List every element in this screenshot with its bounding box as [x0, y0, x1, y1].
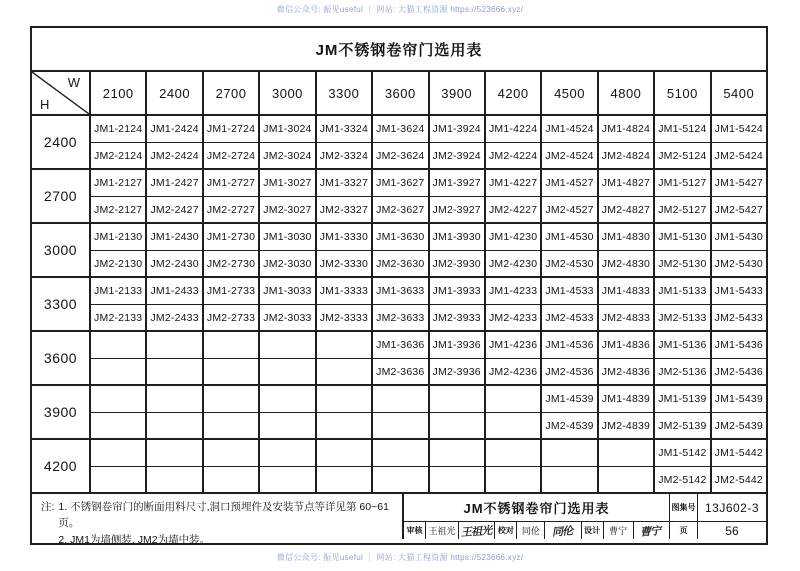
width-axis-label: W — [67, 75, 80, 90]
review-signature-text: 王祖光 — [460, 524, 493, 539]
width-header-cell: 3900 — [428, 72, 484, 114]
model-cell-jm2: JM2-5127 — [653, 196, 709, 222]
width-header-cell: 4500 — [540, 72, 596, 114]
height-header-cell: 3000 — [43, 242, 78, 258]
model-cell-jm2: JM2-2427 — [145, 196, 201, 222]
model-cell-jm1: JM1-3927 — [428, 170, 484, 196]
model-cell-jm1: JM1-5439 — [710, 386, 766, 412]
model-cell-jm1: JM1-3933 — [428, 278, 484, 304]
model-cell-jm2: JM2-2724 — [202, 142, 258, 168]
model-cell-jm2: JM2-5433 — [710, 304, 766, 330]
height-axis-label: H — [40, 97, 50, 112]
model-cell-jm1: JM1-2424 — [145, 116, 201, 142]
model-cell-jm1: JM1-3630 — [371, 224, 427, 250]
model-cell-jm1: JM1-5130 — [653, 224, 709, 250]
model-cell-jm2 — [145, 466, 201, 492]
model-cell-jm1: JM1-5133 — [653, 278, 709, 304]
title-block-title: JM不锈钢卷帘门选用表 — [404, 494, 670, 521]
model-cell-jm1: JM1-5427 — [710, 170, 766, 196]
model-cell-jm1: JM1-5142 — [653, 440, 709, 466]
model-cell-jm1 — [484, 386, 540, 412]
model-cell-jm2: JM2-5436 — [710, 358, 766, 384]
model-cell-jm1: JM1-5136 — [653, 332, 709, 358]
proof-signature — [545, 522, 581, 539]
model-cell-jm2: JM2-4830 — [597, 250, 653, 276]
model-cell-jm2: JM2-5130 — [653, 250, 709, 276]
model-cell-jm2: JM2-4533 — [540, 304, 596, 330]
design-name: 曹宁 — [604, 522, 634, 539]
review-label: 审核 — [404, 522, 426, 539]
model-cell-jm2 — [484, 412, 540, 438]
model-cell-jm1: JM1-3627 — [371, 170, 427, 196]
model-cell-jm1: JM1-4824 — [597, 116, 653, 142]
model-cell-jm2: JM2-4224 — [484, 142, 540, 168]
model-cell-jm2 — [202, 466, 258, 492]
model-cell-jm2: JM2-3936 — [428, 358, 484, 384]
table-row-group — [32, 386, 766, 440]
width-header-cell: 3300 — [315, 72, 371, 114]
model-cell-jm2: JM2-4836 — [597, 358, 653, 384]
model-cell-jm1: JM1-4827 — [597, 170, 653, 196]
model-cell-jm1 — [89, 386, 145, 412]
model-cell-jm2 — [145, 358, 201, 384]
model-cell-jm2: JM2-4536 — [540, 358, 596, 384]
proof-name: 同伦 — [517, 522, 545, 539]
model-cell-jm2 — [258, 412, 314, 438]
model-cell-jm1: JM1-4830 — [597, 224, 653, 250]
table-title: JM不锈钢卷帘门选用表 — [32, 28, 766, 72]
page-number: 56 — [725, 523, 739, 538]
table-row-group — [32, 116, 766, 170]
notes-lines — [58, 499, 398, 546]
model-cell-jm2: JM2-4824 — [597, 142, 653, 168]
model-cell-jm2 — [371, 412, 427, 438]
model-cell-jm1: JM1-3330 — [315, 224, 371, 250]
model-cell-jm2: JM2-4827 — [597, 196, 653, 222]
model-cell-jm2: JM2-5136 — [653, 358, 709, 384]
model-cell-jm1: JM1-3327 — [315, 170, 371, 196]
model-cell-jm1 — [145, 440, 201, 466]
model-cell-jm1 — [89, 332, 145, 358]
model-cell-jm2: JM2-4839 — [597, 412, 653, 438]
model-cell-jm1: JM1-4533 — [540, 278, 596, 304]
model-cell-jm1: JM1-4233 — [484, 278, 540, 304]
model-cell-jm1: JM1-4530 — [540, 224, 596, 250]
model-cell-jm1: JM1-4839 — [597, 386, 653, 412]
title-block-bottom-row — [404, 522, 766, 539]
model-cell-jm2: JM2-3933 — [428, 304, 484, 330]
model-cell-jm1: JM1-2733 — [202, 278, 258, 304]
model-cell-jm2: JM2-3930 — [428, 250, 484, 276]
model-cell-jm1: JM1-2724 — [202, 116, 258, 142]
title-block-top-row — [404, 494, 766, 522]
corner-cell — [32, 72, 89, 114]
model-cell-jm2 — [145, 412, 201, 438]
model-cell-jm1 — [371, 386, 427, 412]
model-cell-jm1: JM1-3333 — [315, 278, 371, 304]
model-cell-jm1 — [315, 386, 371, 412]
selection-table-sheet — [30, 26, 768, 545]
model-cell-jm2 — [540, 466, 596, 492]
model-cell-jm2 — [89, 412, 145, 438]
model-cell-jm1: JM1-2727 — [202, 170, 258, 196]
model-cell-jm1: JM1-5433 — [710, 278, 766, 304]
height-header-cell: 4200 — [43, 458, 78, 474]
width-header-row — [32, 72, 766, 116]
model-cell-jm2 — [315, 358, 371, 384]
model-cell-jm1: JM1-5436 — [710, 332, 766, 358]
model-cell-jm1: JM1-3633 — [371, 278, 427, 304]
model-cell-jm2: JM2-3630 — [371, 250, 427, 276]
model-cell-jm1 — [202, 386, 258, 412]
model-cell-jm2 — [202, 358, 258, 384]
model-cell-jm1: JM1-4536 — [540, 332, 596, 358]
model-cell-jm2: JM2-2433 — [145, 304, 201, 330]
model-cell-jm2 — [428, 466, 484, 492]
model-cell-jm2: JM2-3636 — [371, 358, 427, 384]
height-header-cell: 3300 — [43, 296, 78, 312]
model-cell-jm1: JM1-5430 — [710, 224, 766, 250]
table-body — [32, 116, 766, 494]
model-cell-jm1: JM1-2124 — [89, 116, 145, 142]
model-cell-jm2: JM2-2730 — [202, 250, 258, 276]
proof-label: 校对 — [495, 522, 517, 539]
model-cell-jm2: JM2-2124 — [89, 142, 145, 168]
model-cell-jm2: JM2-4233 — [484, 304, 540, 330]
model-cell-jm2: JM2-5439 — [710, 412, 766, 438]
model-cell-jm1: JM1-3636 — [371, 332, 427, 358]
model-cell-jm1 — [315, 332, 371, 358]
model-cell-jm2: JM2-4539 — [540, 412, 596, 438]
table-row-group — [32, 332, 766, 386]
table-row-group — [32, 440, 766, 494]
design-signature — [634, 522, 670, 539]
watermark-bottom: 微信公众号: 振见useful ｜ 网站: 大猫工程资源 https://523666.xyz/ — [276, 553, 524, 562]
model-cell-jm1: JM1-3024 — [258, 116, 314, 142]
model-cell-jm2: JM2-3333 — [315, 304, 371, 330]
model-cell-jm2: JM2-3624 — [371, 142, 427, 168]
model-cell-jm2: JM2-5142 — [653, 466, 709, 492]
model-cell-jm1: JM1-2130 — [89, 224, 145, 250]
note-line-1: 1. 不锈钢卷帘门的断面用料尺寸,洞口预埋件及安装节点等详见第 60~61 页。 — [58, 501, 389, 530]
model-cell-jm2: JM2-3030 — [258, 250, 314, 276]
design-label: 设计 — [582, 522, 604, 539]
model-cell-jm1: JM1-3027 — [258, 170, 314, 196]
model-cell-jm2 — [428, 412, 484, 438]
model-cell-jm2: JM2-4230 — [484, 250, 540, 276]
model-cell-jm2: JM2-3627 — [371, 196, 427, 222]
model-cell-jm2: JM2-2130 — [89, 250, 145, 276]
model-cell-jm1: JM1-4224 — [484, 116, 540, 142]
model-cell-jm2: JM2-3924 — [428, 142, 484, 168]
model-cell-jm2: JM2-4530 — [540, 250, 596, 276]
model-cell-jm1: JM1-2127 — [89, 170, 145, 196]
model-cell-jm1 — [145, 332, 201, 358]
model-cell-jm1 — [145, 386, 201, 412]
design-signature-text: 曹宁 — [639, 524, 663, 539]
model-cell-jm1: JM1-4836 — [597, 332, 653, 358]
model-cell-jm1: JM1-2730 — [202, 224, 258, 250]
model-cell-jm1: JM1-3033 — [258, 278, 314, 304]
model-cell-jm1: JM1-5127 — [653, 170, 709, 196]
width-header-cell: 2700 — [202, 72, 258, 114]
model-cell-jm1 — [484, 440, 540, 466]
model-cell-jm1: JM1-2427 — [145, 170, 201, 196]
model-cell-jm1 — [258, 440, 314, 466]
model-cell-jm1: JM1-5139 — [653, 386, 709, 412]
model-cell-jm2: JM2-4833 — [597, 304, 653, 330]
model-cell-jm2: JM2-2424 — [145, 142, 201, 168]
height-header-cell: 2400 — [43, 134, 78, 150]
width-header-cell: 5400 — [710, 72, 766, 114]
model-cell-jm1: JM1-2433 — [145, 278, 201, 304]
model-cell-jm2: JM2-5427 — [710, 196, 766, 222]
model-cell-jm1 — [428, 386, 484, 412]
title-block — [404, 494, 766, 539]
table-row-group — [32, 278, 766, 332]
model-cell-jm2: JM2-3633 — [371, 304, 427, 330]
model-cell-jm1: JM1-4236 — [484, 332, 540, 358]
model-cell-jm2 — [89, 466, 145, 492]
model-cell-jm1 — [258, 386, 314, 412]
model-cell-jm1: JM1-4539 — [540, 386, 596, 412]
model-cell-jm2: JM2-2430 — [145, 250, 201, 276]
model-cell-jm2: JM2-3033 — [258, 304, 314, 330]
watermark-top: 微信公众号: 振见useful ｜ 网站: 大猫工程资源 https://523666.xyz/ — [276, 5, 524, 14]
model-cell-jm1 — [540, 440, 596, 466]
model-cell-jm1: JM1-3324 — [315, 116, 371, 142]
model-cell-jm1: JM1-3030 — [258, 224, 314, 250]
model-cell-jm2: JM2-3324 — [315, 142, 371, 168]
model-cell-jm2: JM2-4236 — [484, 358, 540, 384]
width-header-cell: 4200 — [484, 72, 540, 114]
model-cell-jm2 — [258, 358, 314, 384]
model-cell-jm2: JM2-5139 — [653, 412, 709, 438]
model-cell-jm2 — [484, 466, 540, 492]
model-cell-jm2: JM2-4527 — [540, 196, 596, 222]
notes-label: 注: — [41, 501, 55, 513]
model-cell-jm2 — [315, 466, 371, 492]
model-cell-jm2: JM2-5133 — [653, 304, 709, 330]
table-row-group — [32, 170, 766, 224]
model-cell-jm2: JM2-5442 — [710, 466, 766, 492]
model-cell-jm2 — [258, 466, 314, 492]
model-cell-jm2: JM2-3024 — [258, 142, 314, 168]
width-header-cell: 3600 — [371, 72, 427, 114]
model-cell-jm2: JM2-3027 — [258, 196, 314, 222]
model-cell-jm2: JM2-4524 — [540, 142, 596, 168]
model-cell-jm1: JM1-5124 — [653, 116, 709, 142]
model-cell-jm2: JM2-3330 — [315, 250, 371, 276]
model-cell-jm1 — [371, 440, 427, 466]
model-cell-jm2 — [89, 358, 145, 384]
model-cell-jm1 — [258, 332, 314, 358]
model-cell-jm2: JM2-2133 — [89, 304, 145, 330]
model-cell-jm1: JM1-3624 — [371, 116, 427, 142]
model-cell-jm2: JM2-5424 — [710, 142, 766, 168]
model-cell-jm2 — [371, 466, 427, 492]
model-cell-jm2: JM2-2127 — [89, 196, 145, 222]
model-cell-jm1: JM1-3936 — [428, 332, 484, 358]
review-signature — [459, 522, 495, 539]
page-label: 页 — [670, 522, 698, 539]
height-header-cell: 3900 — [43, 404, 78, 420]
model-cell-jm1: JM1-5442 — [710, 440, 766, 466]
bottom-strip — [32, 494, 766, 546]
model-cell-jm1 — [202, 332, 258, 358]
model-cell-jm1: JM1-4524 — [540, 116, 596, 142]
height-header-cell: 2700 — [43, 188, 78, 204]
model-cell-jm1: JM1-3930 — [428, 224, 484, 250]
model-cell-jm2: JM2-5124 — [653, 142, 709, 168]
model-cell-jm2: JM2-3927 — [428, 196, 484, 222]
model-cell-jm1 — [202, 440, 258, 466]
model-cell-jm2: JM2-5430 — [710, 250, 766, 276]
model-cell-jm1 — [315, 440, 371, 466]
model-cell-jm1: JM1-4227 — [484, 170, 540, 196]
model-cell-jm2 — [202, 412, 258, 438]
width-header-cell: 2100 — [89, 72, 145, 114]
model-cell-jm2 — [315, 412, 371, 438]
model-cell-jm1 — [597, 440, 653, 466]
model-cell-jm2: JM2-2733 — [202, 304, 258, 330]
atlas-number-label: 图集号 — [670, 494, 698, 521]
notes-box — [32, 494, 404, 546]
model-cell-jm1 — [428, 440, 484, 466]
model-cell-jm1 — [89, 440, 145, 466]
note-line-2: 2. JM1为墙侧装, JM2为墙中装。 — [58, 533, 211, 546]
width-header-cell: 3000 — [258, 72, 314, 114]
model-cell-jm2: JM2-2727 — [202, 196, 258, 222]
height-header-cell: 3600 — [43, 350, 78, 366]
model-cell-jm1: JM1-4230 — [484, 224, 540, 250]
table-row-group — [32, 224, 766, 278]
review-name: 王祖光 — [426, 522, 459, 539]
model-cell-jm1: JM1-5424 — [710, 116, 766, 142]
model-cell-jm2 — [597, 466, 653, 492]
model-cell-jm1: JM1-2430 — [145, 224, 201, 250]
model-cell-jm1: JM1-4833 — [597, 278, 653, 304]
width-header-cell: 2400 — [145, 72, 201, 114]
proof-signature-text: 同伦 — [551, 524, 575, 539]
model-cell-jm1: JM1-4527 — [540, 170, 596, 196]
width-header-cell: 5100 — [653, 72, 709, 114]
model-cell-jm2: JM2-3327 — [315, 196, 371, 222]
width-header-cell: 4800 — [597, 72, 653, 114]
atlas-number: 13J602-3 — [704, 500, 760, 515]
model-cell-jm2: JM2-4227 — [484, 196, 540, 222]
model-cell-jm1: JM1-2133 — [89, 278, 145, 304]
model-cell-jm1: JM1-3924 — [428, 116, 484, 142]
